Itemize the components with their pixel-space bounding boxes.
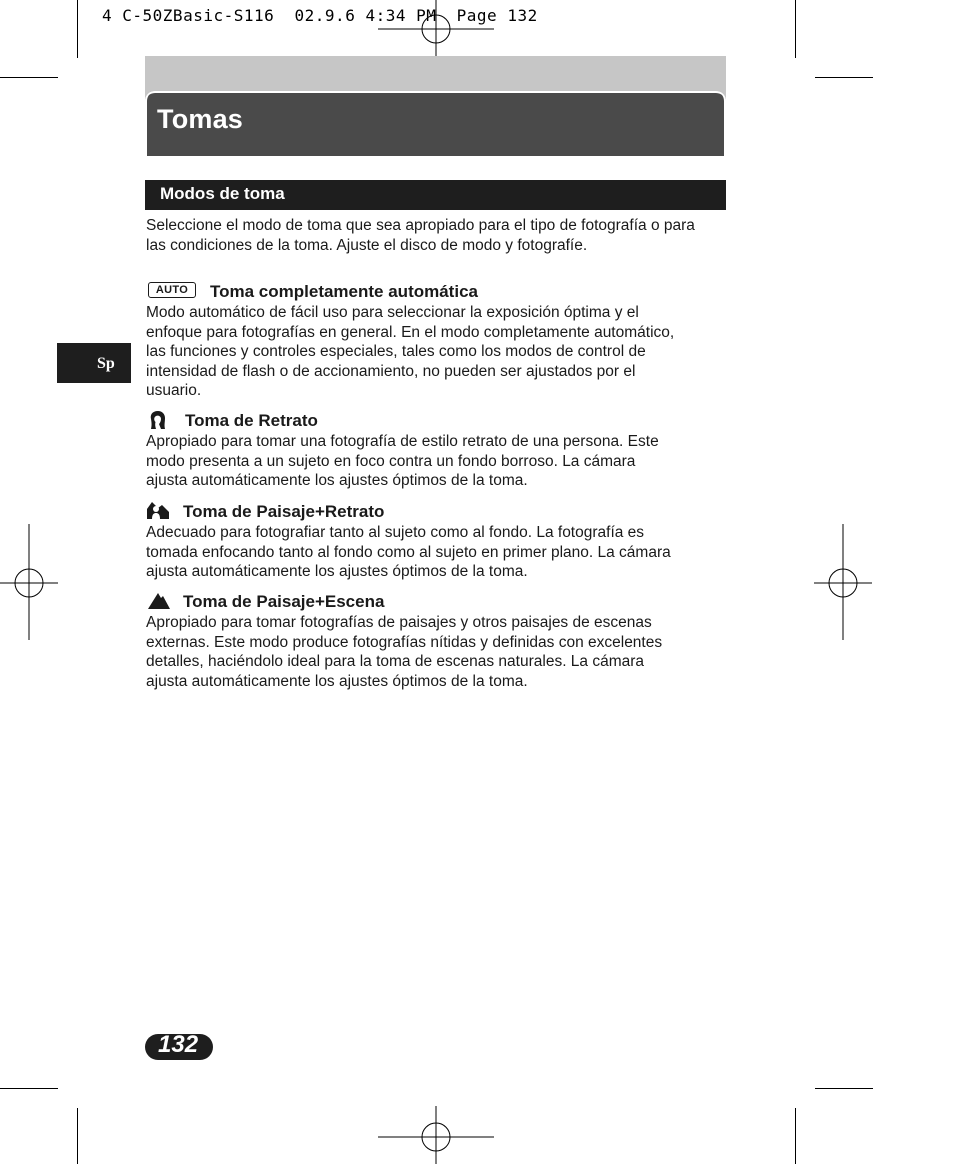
text-line: externas. Este modo produce fotografías nítidas y definidas con excelentes bbox=[146, 633, 663, 651]
text-line: enfoque para fotografías en general. En el modo completamente automático, bbox=[146, 323, 675, 341]
mode-text-auto bbox=[146, 303, 736, 401]
registration-mark-left bbox=[0, 524, 60, 642]
text-line: modo presenta a un sujeto en foco contra un fondo borroso. La cámara bbox=[146, 452, 636, 470]
text-line: ajusta automáticamente los ajustes óptimos de la toma. bbox=[146, 472, 528, 489]
crop-mark bbox=[815, 1088, 873, 1089]
crop-mark bbox=[0, 1088, 58, 1089]
crop-mark bbox=[0, 77, 58, 78]
text-line: Apropiado para tomar fotografías de paisajes y otros paisajes de escenas bbox=[146, 614, 652, 631]
crop-mark bbox=[815, 77, 873, 78]
text-line: detalles, haciéndolo ideal para la toma de escenas naturales. La cámara bbox=[146, 653, 645, 670]
mode-text-portrait bbox=[146, 432, 736, 491]
registration-mark-top bbox=[378, 0, 496, 58]
section-title: Modos de toma bbox=[160, 184, 285, 203]
portrait-icon bbox=[148, 410, 168, 430]
registration-mark-bottom bbox=[378, 1106, 496, 1164]
text-line: tomada enfocando tanto al fondo como al sujeto en primer plano. La cámara bbox=[146, 543, 671, 561]
text-line: Modo automático de fácil uso para seleccionar la exposición óptima y el bbox=[146, 304, 639, 321]
intro-paragraph: Seleccione el modo de toma que sea apropiado para el tipo de fotografía o para las condiciones de la toma. Ajuste el disco de modo y fotografíe. bbox=[146, 217, 695, 254]
text-line: intensidad de flash o de accionamiento, no pueden ser ajustados por el bbox=[146, 362, 636, 380]
page-number: 132 bbox=[158, 1031, 199, 1058]
page-title: Tomas bbox=[157, 104, 244, 134]
auto-mode-icon: AUTO bbox=[148, 282, 196, 298]
print-header: 4 C-50ZBasic-S116 02.9.6 4:34 PM Page 132 bbox=[102, 6, 538, 25]
language-tab-label: Sp bbox=[97, 355, 115, 372]
crop-mark bbox=[795, 1108, 796, 1164]
text-line: Apropiado para tomar una fotografía de estilo retrato de una persona. Este bbox=[146, 433, 659, 450]
text-line: las funciones y controles especiales, tales como los modos de control de bbox=[146, 343, 646, 360]
text-line: ajusta automáticamente los ajustes óptimos de la toma. bbox=[146, 672, 528, 690]
mode-text-landscape-scene bbox=[146, 613, 736, 691]
mode-heading-portrait: Toma de Retrato bbox=[185, 411, 318, 430]
crop-mark bbox=[77, 0, 78, 58]
text-line: Adecuado para fotografiar tanto al sujeto como al fondo. La fotografía es bbox=[146, 524, 645, 541]
crop-mark bbox=[77, 1108, 78, 1164]
mode-heading-landscape-portrait: Toma de Paisaje+Retrato bbox=[183, 502, 385, 521]
mode-heading-landscape-scene: Toma de Paisaje+Escena bbox=[183, 592, 385, 611]
language-tab bbox=[57, 343, 131, 383]
registration-mark-right bbox=[814, 524, 874, 642]
landscape-portrait-icon bbox=[146, 500, 170, 520]
mode-text-landscape-portrait bbox=[146, 523, 736, 582]
text-line: ajusta automáticamente los ajustes óptimos de la toma. bbox=[146, 563, 528, 580]
mode-heading-auto: Toma completamente automática bbox=[210, 282, 478, 301]
crop-mark bbox=[795, 0, 796, 58]
text-line: usuario. bbox=[146, 382, 202, 399]
landscape-scene-icon bbox=[147, 591, 171, 611]
